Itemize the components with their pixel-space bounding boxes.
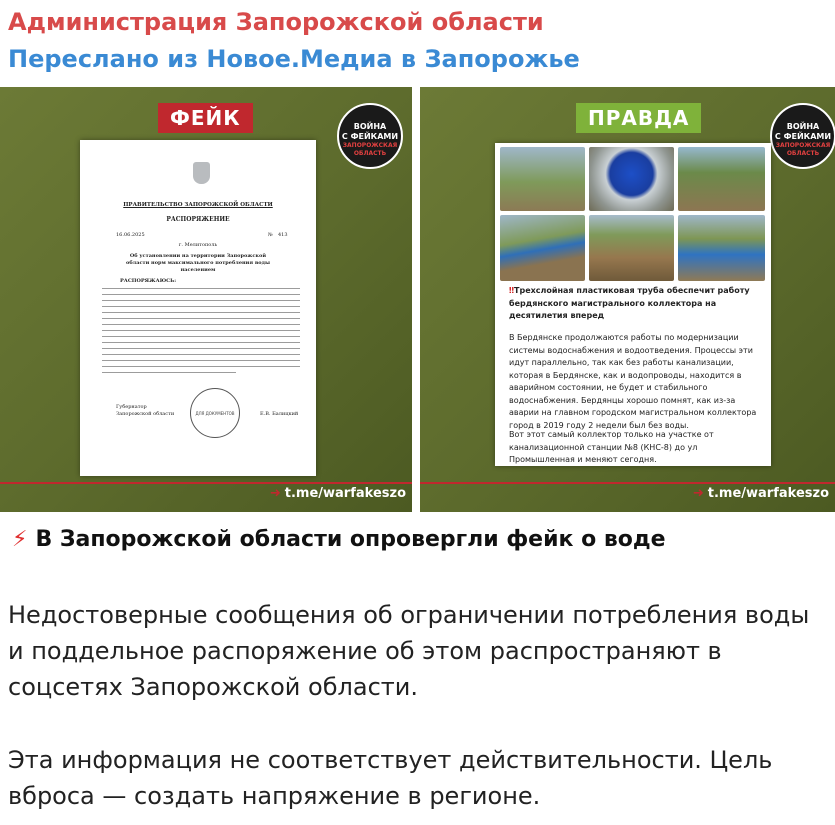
divider-line [0,482,412,484]
war-with-fakes-logo: ВОЙНА С ФЕЙКАМИ ЗАПОРОЖСКАЯ ОБЛАСТЬ [770,103,835,169]
doc-number-prefix: № [268,232,273,238]
construction-photo [500,147,585,211]
doc-order-word: РАСПОРЯЖАЮСЬ: [120,278,177,284]
channel-author-name[interactable]: Администрация Запорожской области [8,8,544,36]
post-title: ‼Трехслойная пластиковая труба обеспечит работу бердянского магистрального коллектора на десятилетия вперед [509,286,750,320]
war-with-fakes-logo: ВОЙНА С ФЕЙКАМИ ЗАПОРОЖСКАЯ ОБЛАСТЬ [337,103,403,169]
post-body: В Бердянске продолжаются работы по модернизации системы водоснабжения и водоотведения. Процессы эти идут параллельно, так как без работы канализации, которая в Бердянске, как и водопроводы, находится в аварийном состоянии, не будет и стабильного водоснабжения. Бердянцы хорошо помнят, как из-за аварии на главном городском магистральном коллектора город в 2019 году 2 недели был без воды. [509,333,757,430]
doc-number: 413 [278,232,288,238]
pipe-photo [589,147,674,211]
doc-signer-position: Губернатор [116,404,147,410]
message-paragraph-1: Недостоверные сообщения об ограничении потребления воды и поддельное распоряжение об этом распространяют в соцсетях Запорожской области. [8,601,810,701]
doc-date: 16.06.2025 [116,232,145,238]
truth-image-panel[interactable] [420,87,835,512]
arrow-icon: ➜ [269,486,281,501]
fake-image-panel[interactable] [0,87,412,512]
fake-document [80,140,316,476]
warfakes-link[interactable]: ➜ t.me/warfakeszo [269,486,406,501]
arrow-icon: ➜ [692,486,704,501]
message-headline: ⚡ В Запорожской области опровергли фейк о воде [12,527,666,552]
doc-org: ПРАВИТЕЛЬСТВО ЗАПОРОЖСКОЙ ОБЛАСТИ [123,202,273,208]
pipeline-photo [500,215,585,281]
doc-signer-name: Е.В. Балицкий [260,411,299,417]
forwarded-from-link[interactable]: Переслано из Новое.Медиа в Запорожье [8,45,580,73]
message-paragraph-2: Эта информация не соответствует действительности. Цель вброса — создать напряжение в регионе. [8,746,773,810]
lightning-icon: ⚡ [12,527,28,552]
doc-kind: РАСПОРЯЖЕНИЕ [166,216,230,223]
truth-badge: ПРАВДА [576,103,701,133]
doc-title: Об установлении на территории Запорожской области норм максимального потребления воды населением [126,253,270,273]
excavation-photo [589,215,674,281]
warfakes-link[interactable]: ➜ t.me/warfakeszo [692,486,829,501]
divider-line [420,482,835,484]
coat-of-arms-icon [193,162,210,184]
trench-photo [678,147,765,211]
doc-city: г. Мелитополь [178,242,218,248]
seal-icon: ДЛЯ ДОКУМЕНТОВ [190,388,240,438]
doc-signer-region: Запорожской области [116,411,175,417]
truth-post-card [495,143,771,466]
fake-badge: ФЕЙК [158,103,253,133]
collector-photo [678,215,765,281]
post-ending: Вот этот самый коллектор только на участке от канализационной станции №8 (КНС-8) до ул Промышленная и меняют сегодня. [509,430,714,464]
